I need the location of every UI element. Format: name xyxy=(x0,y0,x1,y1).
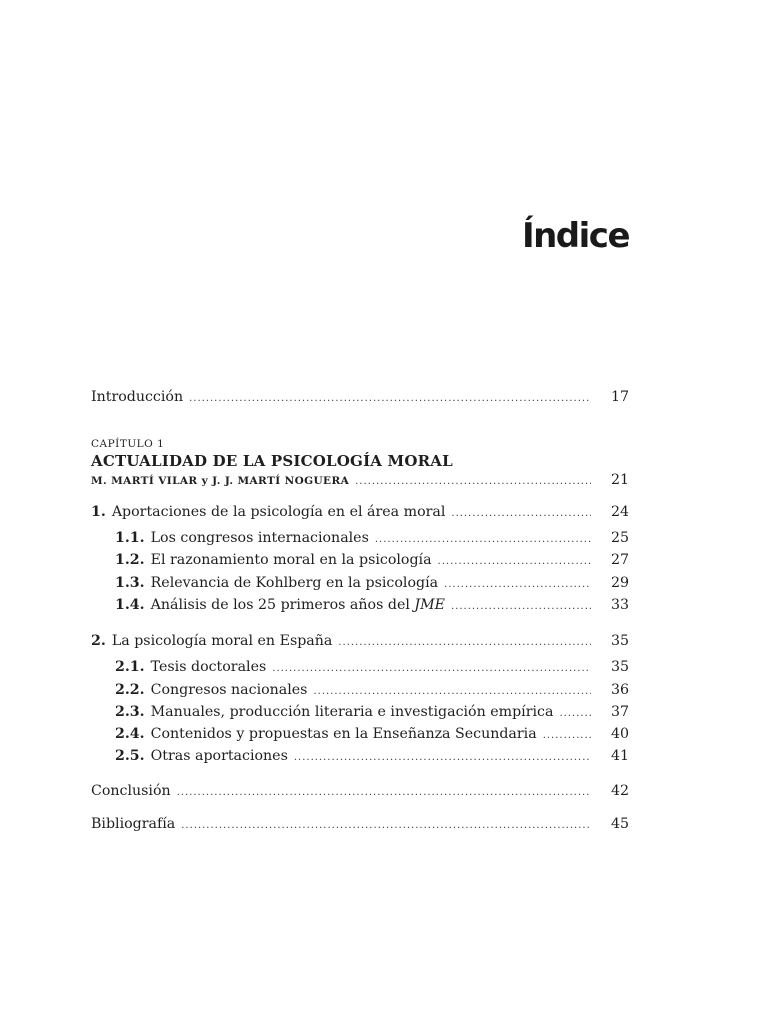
section-number: 2.4. xyxy=(115,726,145,742)
toc-page-number: 42 xyxy=(610,783,629,799)
dot-leader xyxy=(444,574,591,596)
toc-entry-bibliography[interactable] xyxy=(91,813,629,835)
toc-entry-label: El razonamiento moral en la psicología xyxy=(150,552,432,568)
toc-entry-section-1-3[interactable] xyxy=(115,572,629,594)
section-number: 1.3. xyxy=(115,575,145,591)
toc-entry-label xyxy=(151,594,445,616)
journal-abbreviation: JME xyxy=(414,597,445,613)
toc-entry-chapter-authors[interactable] xyxy=(91,469,629,491)
toc-page-number: 35 xyxy=(610,659,629,675)
toc-page-number: 35 xyxy=(610,633,629,649)
toc-entry-label: Conclusión xyxy=(91,783,171,799)
toc-entry-section-1-2[interactable] xyxy=(115,549,629,571)
toc-entry-label: Contenidos y propuestas en la Enseñanza Secundaria xyxy=(150,726,537,742)
toc-entry-section-2-5[interactable] xyxy=(115,745,629,767)
toc-entry-introduccion[interactable] xyxy=(91,386,629,408)
toc-entry-section-1-1[interactable] xyxy=(115,527,629,549)
dot-leader xyxy=(177,782,591,804)
chapter-kicker: CAPÍTULO 1 xyxy=(91,438,165,450)
toc-page-number: 37 xyxy=(610,704,629,720)
toc-page-number: 41 xyxy=(610,748,629,764)
dot-leader xyxy=(294,747,591,769)
dot-leader xyxy=(559,703,591,725)
dot-leader xyxy=(313,681,591,703)
toc-page-number: 24 xyxy=(610,504,629,520)
toc-entry-label: Tesis doctorales xyxy=(150,659,267,675)
section-number: 2.3. xyxy=(115,704,145,720)
chapter-authors: M. MARTÍ VILAR y J. J. MARTÍ NOGUERA xyxy=(91,475,350,487)
toc-page-number: 40 xyxy=(610,726,629,742)
dot-leader xyxy=(272,658,591,680)
toc-page-number: 29 xyxy=(610,575,629,591)
dot-leader xyxy=(189,388,591,410)
dot-leader xyxy=(451,503,591,525)
section-number: 1.1. xyxy=(115,530,145,546)
toc-page-number: 21 xyxy=(610,472,629,488)
section-number: 1.4. xyxy=(115,597,145,613)
section-number: 2.5. xyxy=(115,748,145,764)
section-number: 1. xyxy=(91,504,106,520)
dot-leader xyxy=(338,632,591,654)
toc-page-number: 27 xyxy=(610,552,629,568)
dot-leader xyxy=(451,596,591,618)
toc-entry-label: Aportaciones de la psicología en el área moral xyxy=(111,504,446,520)
toc-entry-section-1[interactable] xyxy=(91,501,629,523)
section-number: 2.2. xyxy=(115,682,145,698)
toc-entry-conclusion[interactable] xyxy=(91,780,629,802)
toc-entry-label: Otras aportaciones xyxy=(150,748,288,764)
toc-entry-section-2-1[interactable] xyxy=(115,656,629,678)
dot-leader xyxy=(543,725,591,747)
toc-page-number: 17 xyxy=(610,389,629,405)
toc-page-number: 25 xyxy=(610,530,629,546)
dot-leader xyxy=(438,551,591,573)
toc-entry-label: Congresos nacionales xyxy=(150,682,308,698)
toc-entry-section-2-3[interactable] xyxy=(115,701,629,723)
toc-entry-section-2-2[interactable] xyxy=(115,679,629,701)
toc-entry-label-text: Análisis de los 25 primeros años del xyxy=(150,597,410,613)
toc-page-number: 36 xyxy=(610,682,629,698)
section-number: 2. xyxy=(91,633,106,649)
toc-page-number: 33 xyxy=(610,597,629,613)
toc-entry-label: Introducción xyxy=(91,389,184,405)
toc-entry-label: La psicología moral en España xyxy=(111,633,333,649)
dot-leader xyxy=(375,529,591,551)
toc-page-number: 45 xyxy=(610,816,629,832)
section-number: 2.1. xyxy=(115,659,145,675)
chapter-title: ACTUALIDAD DE LA PSICOLOGÍA MORAL xyxy=(91,452,453,470)
toc-entry-label: Relevancia de Kohlberg en la psicología xyxy=(150,575,439,591)
toc-entry-label: Bibliografía xyxy=(91,816,176,832)
dot-leader xyxy=(181,815,591,837)
dot-leader xyxy=(355,471,591,493)
toc-entry-section-2[interactable] xyxy=(91,630,629,652)
toc-entry-label: Manuales, producción literaria e investigación empírica xyxy=(150,704,554,720)
toc-entry-section-1-4[interactable] xyxy=(115,594,629,616)
toc-entry-section-2-4[interactable] xyxy=(115,723,629,745)
page-title: Índice xyxy=(521,216,629,256)
toc-entry-label: Los congresos internacionales xyxy=(150,530,369,546)
section-number: 1.2. xyxy=(115,552,145,568)
